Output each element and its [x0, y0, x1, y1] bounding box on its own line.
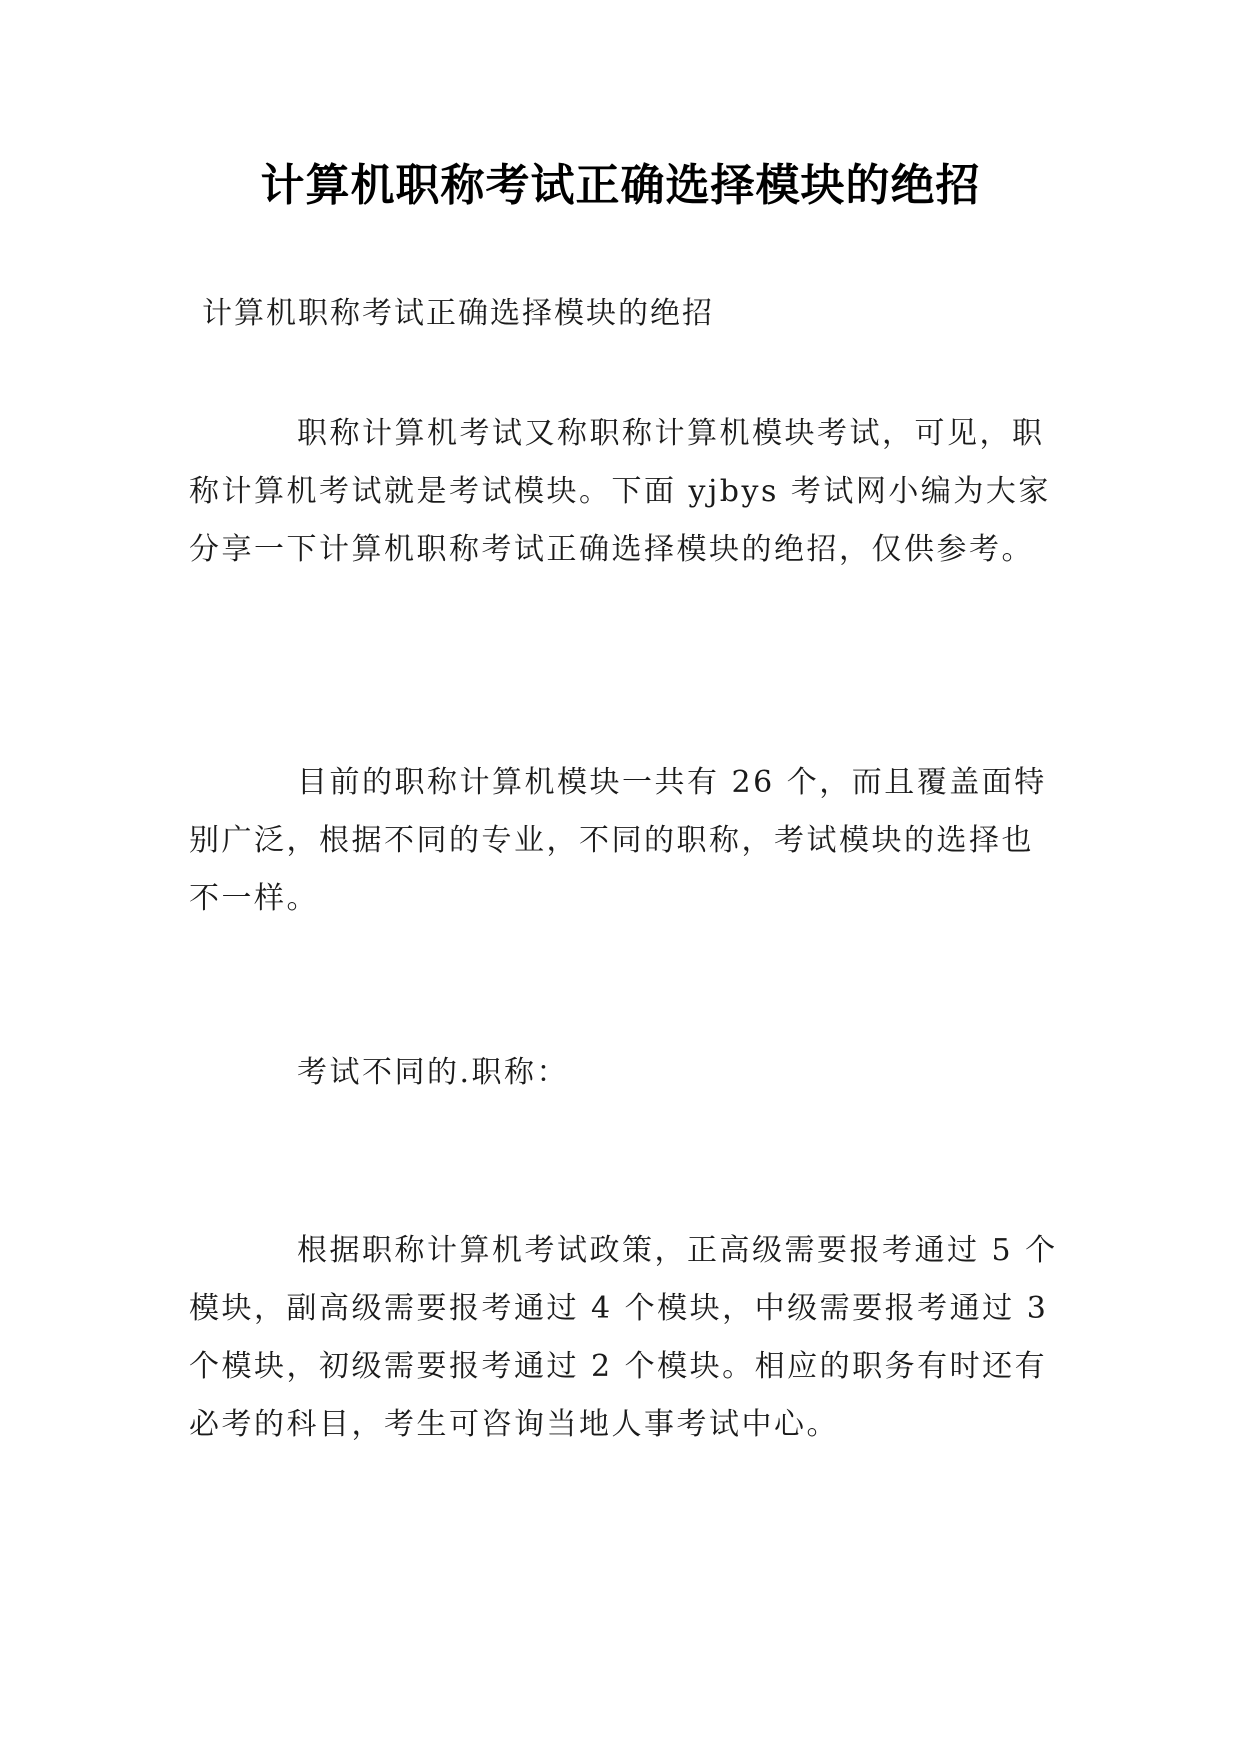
document-title: 计算机职称考试正确选择模块的绝招 — [260, 160, 981, 211]
paragraph-module-count: 目前的职称计算机模块一共有 26 个，而且覆盖面特 别广泛，根据不同的专业，不同的职称，考试模块的选择也 不一样。 — [189, 765, 1047, 916]
document-subtitle: 计算机职称考试正确选择模块的绝招 — [202, 296, 714, 331]
paragraph-heading-titles: 考试不同的.职称： — [297, 1055, 570, 1090]
paragraph-intro: 职称计算机考试又称职称计算机模块考试，可见，职 称计算机考试就是考试模块。下面 yjbys 考试网小编为大家 分享一下计算机职称考试正确选择模块的绝招，仅供参考。 — [189, 416, 1051, 567]
paragraph-policy: 根据职称计算机考试政策，正高级需要报考通过 5 个 模块，副高级需要报考通过 4 个模块，中级需要报考通过 3 个模块，初级需要报考通过 2 个模块。相应的职务有时还有 必考的科目，考生可咨询当地人事考试中心。 — [189, 1233, 1058, 1442]
